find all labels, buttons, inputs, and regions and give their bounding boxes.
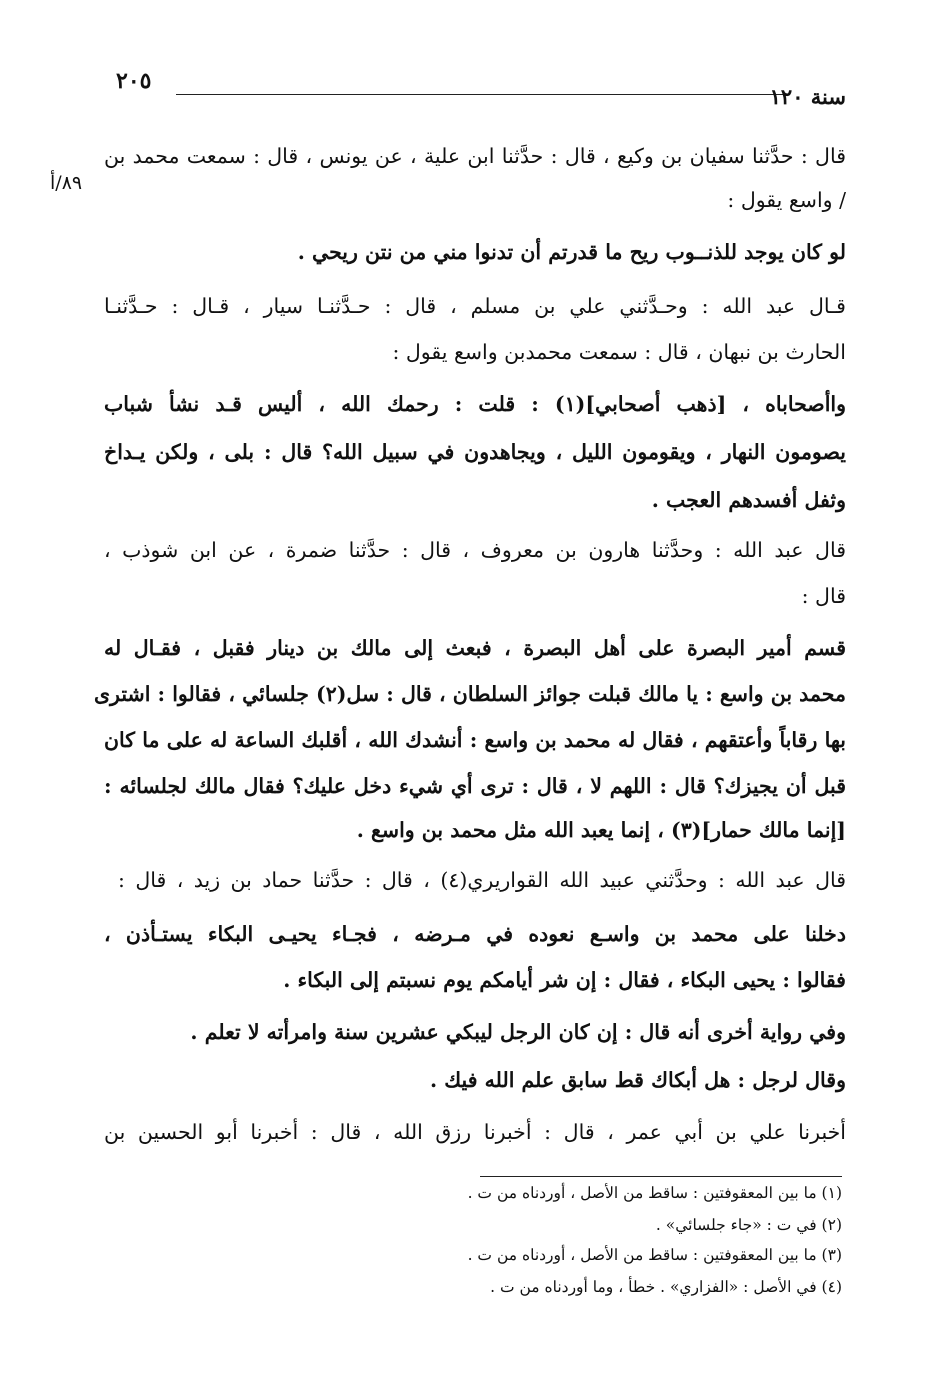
- text-line: قـال عبد الله : وحـدَّثني علي بن مسلم ، قال : حـدَّثنـا سيار ، قـال : حـدَّثنـا: [104, 294, 846, 318]
- text-line: واأصحاباه ، [ذهب أصحابي](١) : قلت : رحمك الله ، أليس قـد نشأ شباب: [104, 392, 847, 416]
- text-line: وقال لرجل : هل أبكاك قط سابق علم الله فيك .: [430, 1068, 846, 1092]
- text-line: بها رقاباً وأعتقهم ، فقال له محمد بن واسع : أنشدك الله ، أقلبك الساعة له على ما كان: [104, 728, 846, 752]
- manuscript-folio-note: ٨٩/أ: [50, 172, 83, 194]
- text-line: لو كان يوجد للذنــوب ريح ما قدرتم أن تدنوا مني من نتن ريحي .: [297, 240, 846, 264]
- footnote: (٣) ما بين المعقوفتين : ساقط من الأصل ، أوردناه من ت .: [467, 1246, 842, 1264]
- text-line: وفي رواية أخرى أنه قال : إن كان الرجل ليبكي عشرين سنة وامرأته لا تعلم .: [190, 1020, 846, 1044]
- footnote: (١) ما بين المعقوفتين : ساقط من الأصل ، أوردناه من ت .: [467, 1184, 842, 1202]
- text-line: أخبرنا علي بن أبي عمر ، قال : أخبرنا رزق الله ، قال : أخبرنا أبو الحسين بن: [104, 1120, 846, 1144]
- page-number: ٢٠٥: [116, 68, 152, 94]
- text-line: فقالوا : يحيى البكاء ، فقال : إن شر أيامكم يوم نسبتم إلى البكاء .: [283, 968, 846, 992]
- text-line: قال عبد الله : وحدَّثني عبيد الله القواريري(٤) ، قال : حدَّثنا حماد بن زيد ، قال :: [118, 868, 847, 892]
- text-line: [إنما مالك حمار](٣) ، إنما يعبد الله مثل محمد بن واسع .: [356, 818, 846, 842]
- footnote: (٤) في الأصل : «الفزاري» . خطأ ، وما أوردناه من ت .: [490, 1278, 842, 1296]
- footnote: (٢) في ت : «جاء جلسائي» .: [655, 1216, 842, 1234]
- text-line: دخلنا على محمد بن واسـع نعوده في مـرضه ، فجـاء يحيـى البكاء يستـأذن ،: [104, 922, 846, 946]
- header-rule: [176, 94, 788, 95]
- text-line: / واسع يقول :: [727, 188, 846, 212]
- running-header-year: سنة ١٢٠: [769, 84, 846, 109]
- text-line: قال : حدَّثنا سفيان بن وكيع ، قال : حدَّثنا ابن علية ، عن يونس ، قال : سمعت محمد بن: [104, 144, 846, 168]
- text-line: قسم أمير البصرة على أهل البصرة ، فبعث إلى مالك بن دينار فقبل ، فقـال له: [104, 636, 846, 660]
- text-line: يصومون النهار ، ويقومون الليل ، ويجاهدون في سبيل الله؟ قال : بلى ، ولكن يـداخ: [104, 440, 846, 464]
- text-line: وثفل أفسدهم العجب .: [651, 488, 846, 512]
- text-line: محمد بن واسع : يا مالك قبلت جوائز السلطان ، قال : سل(٢) جلسائي ، فقالوا : اشترى: [93, 682, 846, 706]
- footnote-rule: [480, 1176, 842, 1177]
- text-line: الحارث بن نبهان ، قال : سمعت محمدبن واسع يقول :: [392, 340, 846, 364]
- text-line: قبل أن يجيزك؟ قال : اللهم لا ، قال : ترى أي شيء دخل عليك؟ فقال مالك لجلسائه :: [104, 774, 846, 798]
- text-line: قال عبد الله : وحدَّثنا هارون بن معروف ، قال : حدَّثنا ضمرة ، عن ابن شوذب ،: [104, 538, 846, 562]
- text-line: قال :: [801, 584, 846, 608]
